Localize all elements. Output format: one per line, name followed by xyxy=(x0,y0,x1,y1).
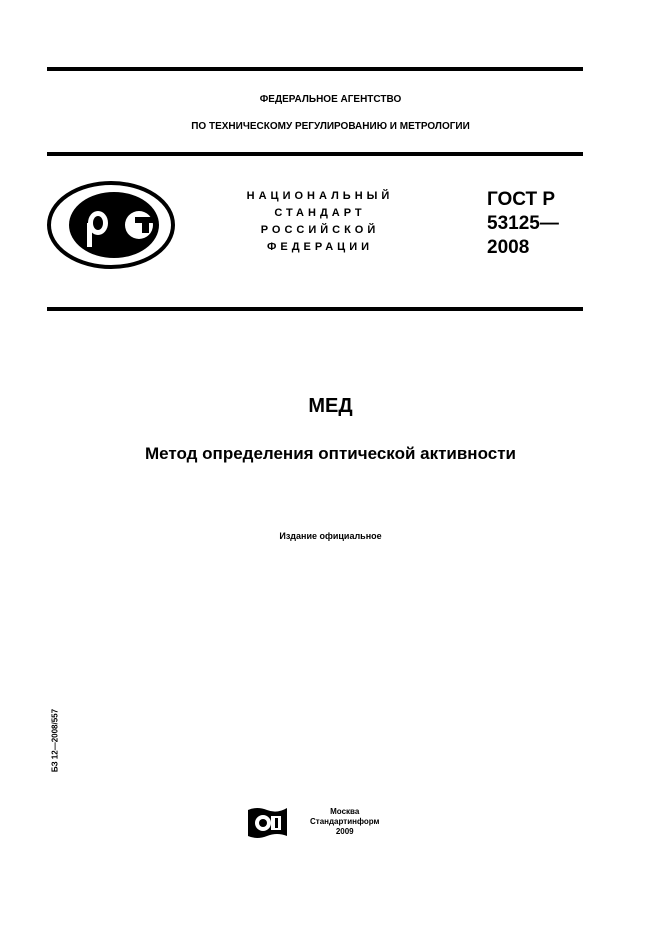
gost-line-3: 2008 xyxy=(487,237,530,258)
standard-line-4: ФЕДЕРАЦИИ xyxy=(266,241,374,253)
standard-line-3: РОССИЙСКОЙ xyxy=(260,224,380,236)
standard-line-2: СТАНДАРТ xyxy=(274,207,366,219)
publisher-info xyxy=(310,807,379,837)
publisher-name: Стандартинформ xyxy=(310,817,380,826)
agency-line-1: ФЕДЕРАЛЬНОЕ АГЕНТСТВО xyxy=(259,94,402,105)
national-standard-label xyxy=(225,188,415,256)
publisher-city: Москва xyxy=(330,807,360,816)
rst-logo-icon xyxy=(46,180,176,275)
gost-number xyxy=(487,188,559,260)
document-title: МЕД xyxy=(308,395,353,417)
side-code: БЗ 12—2008/557 xyxy=(50,708,60,773)
logo-rule xyxy=(47,307,583,311)
document-subtitle: Метод определения оптической активности xyxy=(145,444,516,463)
top-rule xyxy=(47,67,583,71)
publisher-year: 2009 xyxy=(335,827,354,836)
publisher-logo-icon xyxy=(247,806,289,843)
edition-label: Издание официальное xyxy=(279,531,382,541)
header-rule xyxy=(47,152,583,156)
gost-line-1: ГОСТ Р xyxy=(487,189,556,210)
agency-line-2: ПО ТЕХНИЧЕСКОМУ РЕГУЛИРОВАНИЮ И МЕТРОЛОГИИ xyxy=(191,121,470,132)
standard-line-1: НАЦИОНАЛЬНЫЙ xyxy=(246,190,394,202)
gost-line-2: 53125— xyxy=(487,213,559,234)
